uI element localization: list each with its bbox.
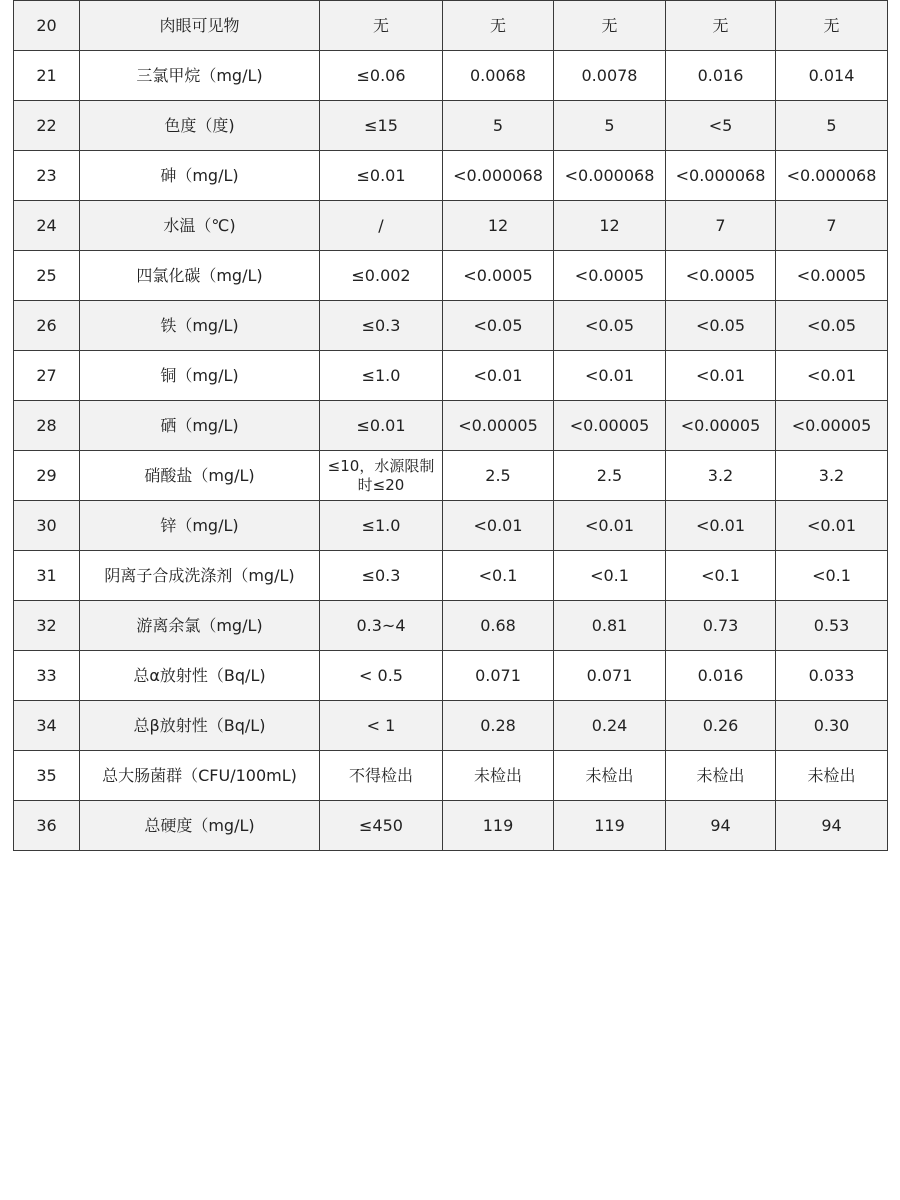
value-cell-2: 12 — [554, 201, 666, 251]
table-row — [14, 301, 888, 351]
value-cell-3: 3.2 — [666, 451, 776, 501]
table-body — [14, 1, 888, 851]
value-cell-2: 无 — [554, 1, 666, 51]
value-cell-3: <0.05 — [666, 301, 776, 351]
row-number-cell: 33 — [14, 651, 80, 701]
value-cell-4: 5 — [776, 101, 888, 151]
limit-cell: ≤15 — [320, 101, 443, 151]
value-cell-1: <0.000068 — [443, 151, 554, 201]
value-cell-3: 无 — [666, 1, 776, 51]
table-row — [14, 51, 888, 101]
limit-cell: < 1 — [320, 701, 443, 751]
limit-cell: 0.3~4 — [320, 601, 443, 651]
row-number-cell: 32 — [14, 601, 80, 651]
value-cell-3: <0.1 — [666, 551, 776, 601]
limit-cell: 不得检出 — [320, 751, 443, 801]
row-number-cell: 31 — [14, 551, 80, 601]
limit-cell: < 0.5 — [320, 651, 443, 701]
value-cell-4: 未检出 — [776, 751, 888, 801]
value-cell-3: <5 — [666, 101, 776, 151]
value-cell-3: 0.26 — [666, 701, 776, 751]
value-cell-4: 3.2 — [776, 451, 888, 501]
limit-cell: ≤10，水源限制时≤20 — [320, 451, 443, 501]
row-number-cell: 36 — [14, 801, 80, 851]
table-row — [14, 651, 888, 701]
row-number-cell: 27 — [14, 351, 80, 401]
table-row — [14, 101, 888, 151]
item-name-cell: 锌（mg/L) — [80, 501, 320, 551]
value-cell-2: <0.0005 — [554, 251, 666, 301]
limit-cell: ≤0.3 — [320, 301, 443, 351]
value-cell-1: <0.1 — [443, 551, 554, 601]
row-number-cell: 34 — [14, 701, 80, 751]
value-cell-2: 0.24 — [554, 701, 666, 751]
item-name-cell: 硝酸盐（mg/L) — [80, 451, 320, 501]
value-cell-1: <0.01 — [443, 501, 554, 551]
table-row — [14, 1, 888, 51]
row-number-cell: 35 — [14, 751, 80, 801]
value-cell-1: 0.28 — [443, 701, 554, 751]
value-cell-2: 5 — [554, 101, 666, 151]
item-name-cell: 游离余氯（mg/L) — [80, 601, 320, 651]
limit-cell: ≤0.3 — [320, 551, 443, 601]
value-cell-4: 0.033 — [776, 651, 888, 701]
row-number-cell: 25 — [14, 251, 80, 301]
limit-cell: / — [320, 201, 443, 251]
value-cell-2: <0.00005 — [554, 401, 666, 451]
table-row — [14, 201, 888, 251]
limit-cell: ≤1.0 — [320, 501, 443, 551]
value-cell-4: <0.05 — [776, 301, 888, 351]
value-cell-1: 0.0068 — [443, 51, 554, 101]
water-quality-table-container — [13, 0, 887, 851]
value-cell-3: <0.000068 — [666, 151, 776, 201]
value-cell-2: 0.81 — [554, 601, 666, 651]
value-cell-1: 5 — [443, 101, 554, 151]
row-number-cell: 22 — [14, 101, 80, 151]
table-row — [14, 701, 888, 751]
row-number-cell: 23 — [14, 151, 80, 201]
value-cell-1: <0.00005 — [443, 401, 554, 451]
item-name-cell: 水温（℃) — [80, 201, 320, 251]
value-cell-3: 未检出 — [666, 751, 776, 801]
value-cell-1: <0.0005 — [443, 251, 554, 301]
value-cell-1: 12 — [443, 201, 554, 251]
item-name-cell: 硒（mg/L) — [80, 401, 320, 451]
value-cell-2: 2.5 — [554, 451, 666, 501]
value-cell-1: <0.05 — [443, 301, 554, 351]
limit-cell: 无 — [320, 1, 443, 51]
value-cell-4: 0.014 — [776, 51, 888, 101]
item-name-cell: 总大肠菌群（CFU/100mL) — [80, 751, 320, 801]
table-row — [14, 751, 888, 801]
value-cell-2: <0.1 — [554, 551, 666, 601]
value-cell-4: 94 — [776, 801, 888, 851]
table-row — [14, 551, 888, 601]
value-cell-2: <0.01 — [554, 351, 666, 401]
value-cell-3: 0.73 — [666, 601, 776, 651]
value-cell-3: <0.01 — [666, 501, 776, 551]
value-cell-1: <0.01 — [443, 351, 554, 401]
row-number-cell: 30 — [14, 501, 80, 551]
table-row — [14, 801, 888, 851]
item-name-cell: 总α放射性（Bq/L) — [80, 651, 320, 701]
value-cell-2: <0.000068 — [554, 151, 666, 201]
value-cell-4: 7 — [776, 201, 888, 251]
value-cell-3: 0.016 — [666, 51, 776, 101]
value-cell-2: 0.0078 — [554, 51, 666, 101]
limit-cell: ≤0.002 — [320, 251, 443, 301]
item-name-cell: 铁（mg/L) — [80, 301, 320, 351]
table-row — [14, 451, 888, 501]
item-name-cell: 色度（度) — [80, 101, 320, 151]
value-cell-1: 未检出 — [443, 751, 554, 801]
water-quality-table — [13, 0, 888, 851]
table-row — [14, 251, 888, 301]
value-cell-1: 0.68 — [443, 601, 554, 651]
value-cell-3: 7 — [666, 201, 776, 251]
item-name-cell: 三氯甲烷（mg/L) — [80, 51, 320, 101]
value-cell-1: 2.5 — [443, 451, 554, 501]
row-number-cell: 26 — [14, 301, 80, 351]
row-number-cell: 20 — [14, 1, 80, 51]
value-cell-4: <0.01 — [776, 501, 888, 551]
item-name-cell: 阴离子合成洗涤剂（mg/L) — [80, 551, 320, 601]
table-row — [14, 151, 888, 201]
value-cell-4: <0.1 — [776, 551, 888, 601]
value-cell-4: 0.53 — [776, 601, 888, 651]
value-cell-1: 119 — [443, 801, 554, 851]
table-row — [14, 351, 888, 401]
value-cell-2: 119 — [554, 801, 666, 851]
limit-cell: ≤0.06 — [320, 51, 443, 101]
item-name-cell: 总硬度（mg/L) — [80, 801, 320, 851]
limit-cell: ≤1.0 — [320, 351, 443, 401]
limit-cell: ≤0.01 — [320, 151, 443, 201]
item-name-cell: 砷（mg/L) — [80, 151, 320, 201]
value-cell-4: <0.00005 — [776, 401, 888, 451]
item-name-cell: 铜（mg/L) — [80, 351, 320, 401]
table-row — [14, 501, 888, 551]
table-row — [14, 601, 888, 651]
value-cell-3: <0.0005 — [666, 251, 776, 301]
value-cell-4: 0.30 — [776, 701, 888, 751]
value-cell-2: <0.01 — [554, 501, 666, 551]
value-cell-1: 0.071 — [443, 651, 554, 701]
value-cell-3: 94 — [666, 801, 776, 851]
table-row — [14, 401, 888, 451]
value-cell-4: <0.000068 — [776, 151, 888, 201]
row-number-cell: 29 — [14, 451, 80, 501]
item-name-cell: 总β放射性（Bq/L) — [80, 701, 320, 751]
row-number-cell: 24 — [14, 201, 80, 251]
limit-cell: ≤450 — [320, 801, 443, 851]
row-number-cell: 28 — [14, 401, 80, 451]
item-name-cell: 肉眼可见物 — [80, 1, 320, 51]
value-cell-3: 0.016 — [666, 651, 776, 701]
value-cell-3: <0.01 — [666, 351, 776, 401]
value-cell-4: <0.01 — [776, 351, 888, 401]
value-cell-4: <0.0005 — [776, 251, 888, 301]
limit-cell: ≤0.01 — [320, 401, 443, 451]
value-cell-3: <0.00005 — [666, 401, 776, 451]
value-cell-4: 无 — [776, 1, 888, 51]
value-cell-2: <0.05 — [554, 301, 666, 351]
row-number-cell: 21 — [14, 51, 80, 101]
value-cell-2: 0.071 — [554, 651, 666, 701]
value-cell-1: 无 — [443, 1, 554, 51]
item-name-cell: 四氯化碳（mg/L) — [80, 251, 320, 301]
value-cell-2: 未检出 — [554, 751, 666, 801]
